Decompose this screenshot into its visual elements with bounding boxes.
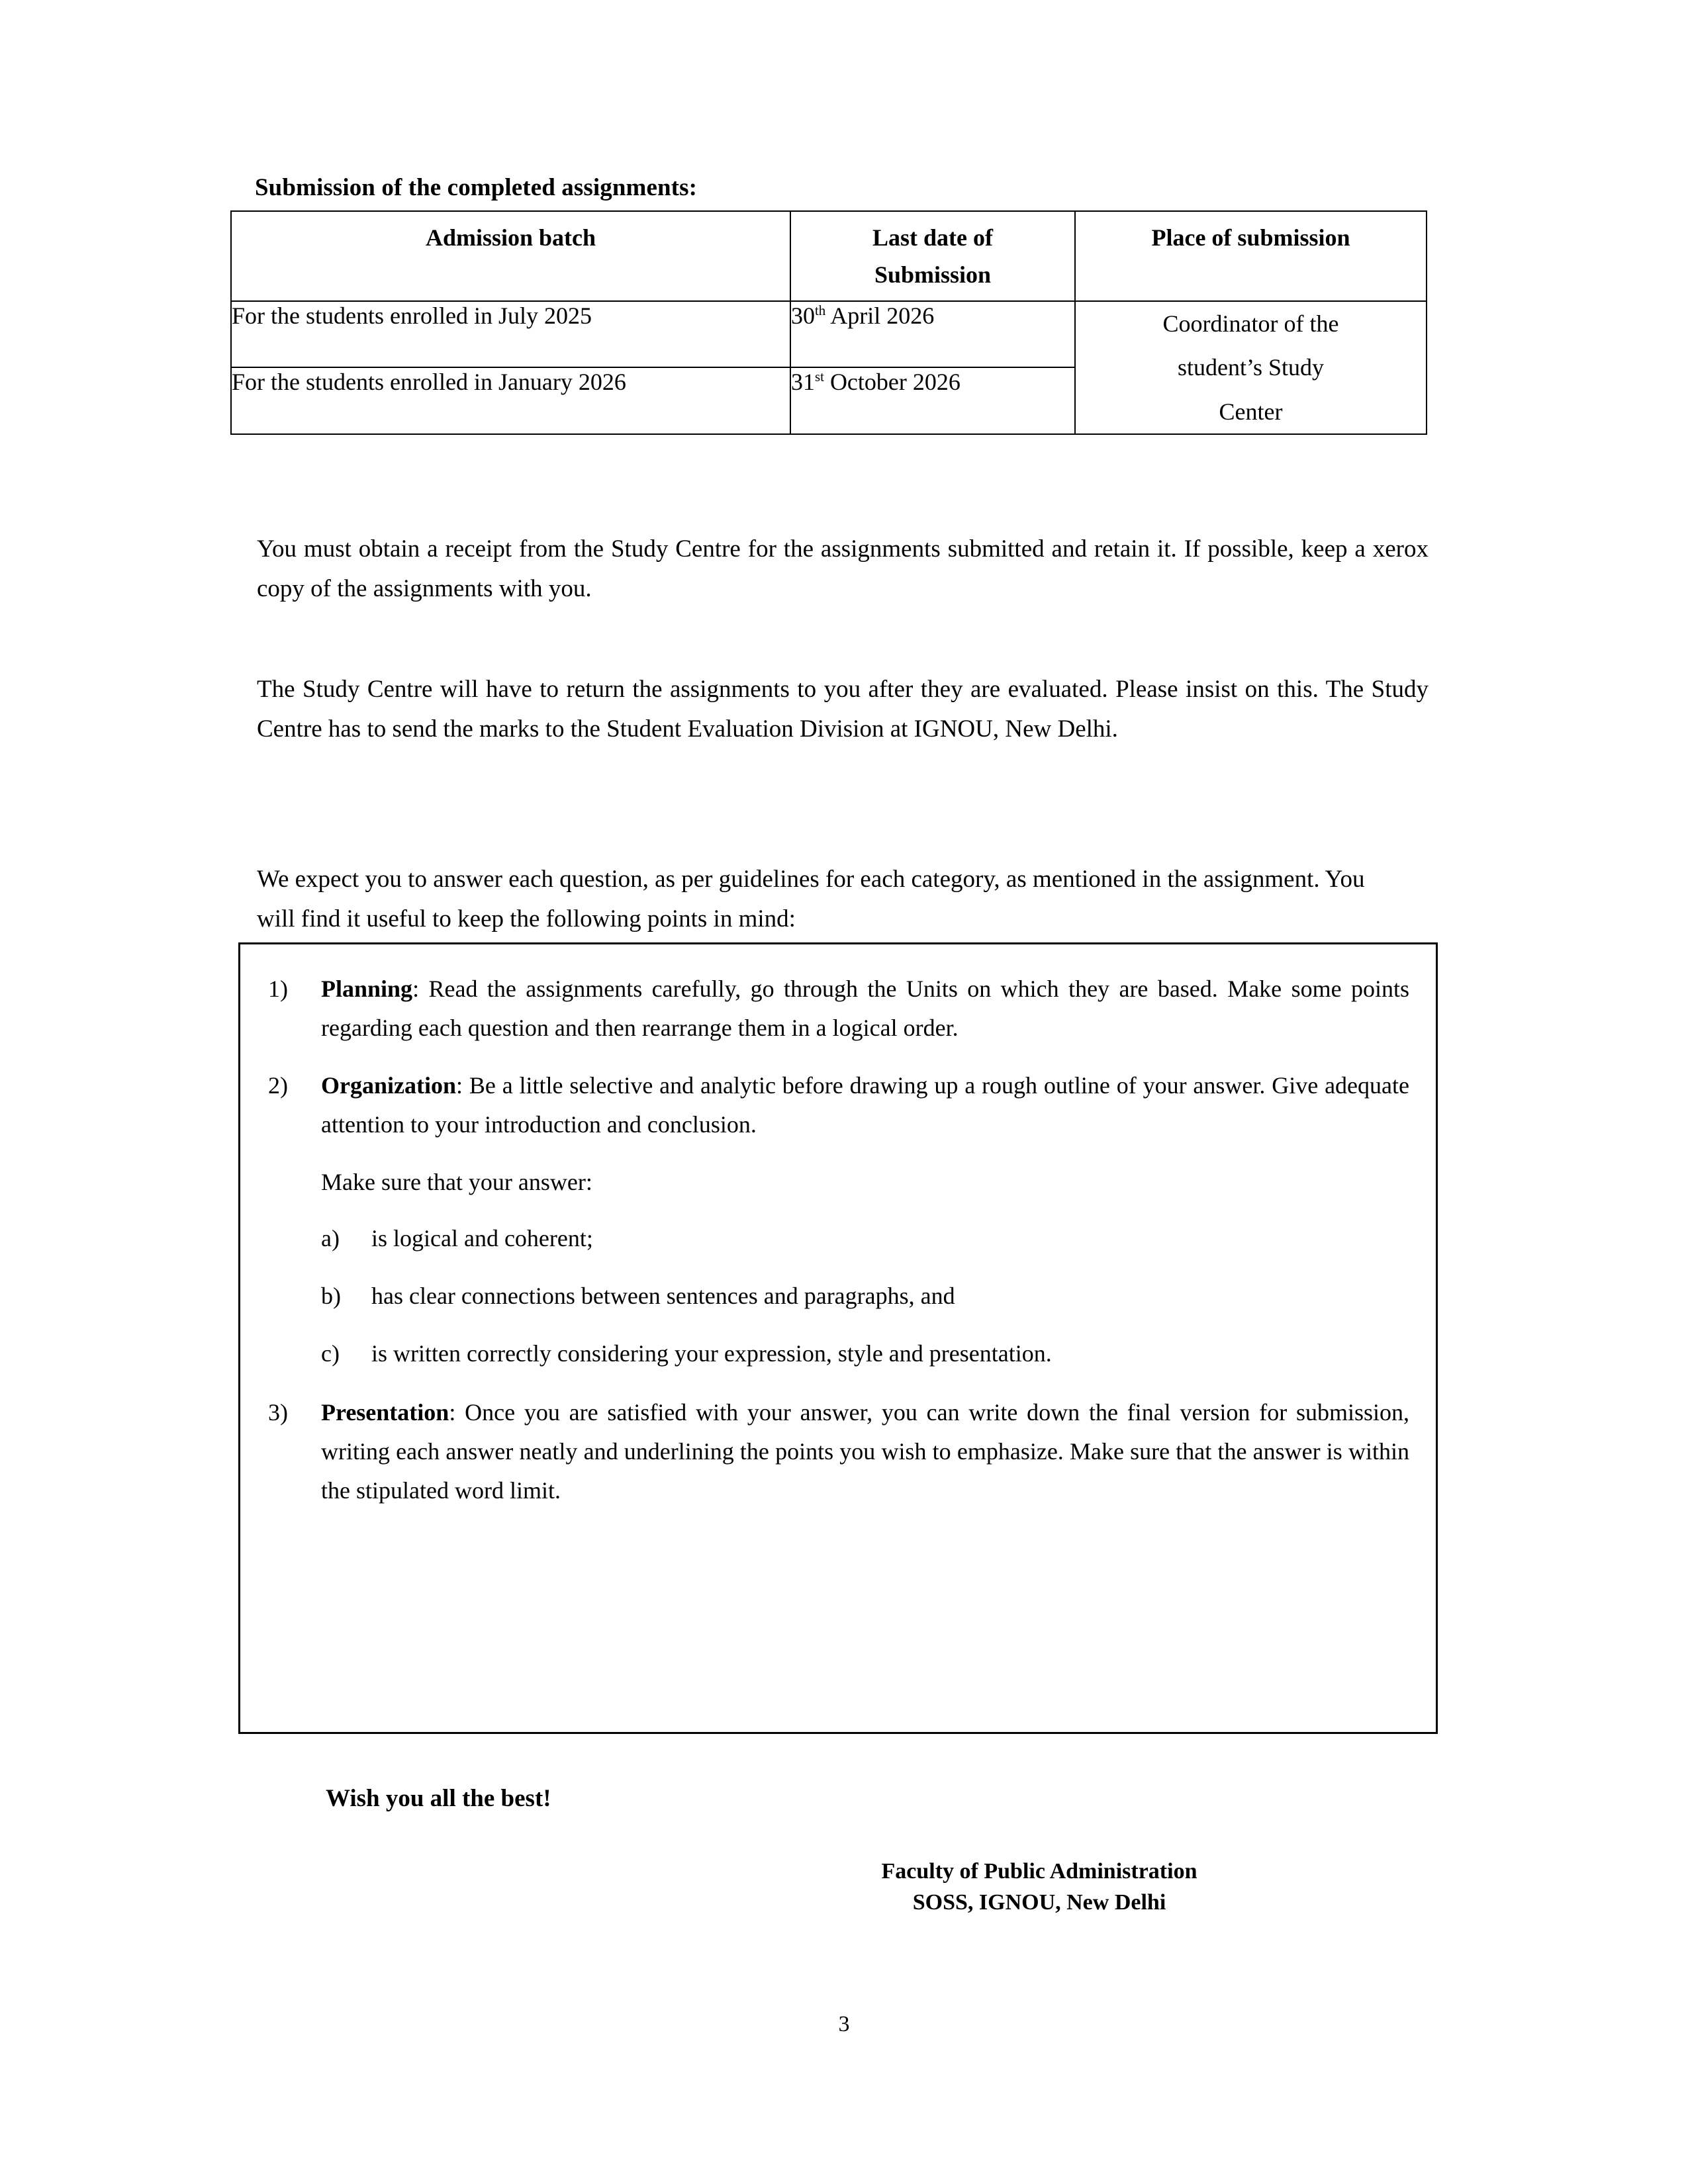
column-header-admission-batch-label: Admission batch	[425, 224, 596, 251]
last-date-number: 31	[791, 369, 815, 396]
place-line-1: Coordinator of the	[1162, 310, 1339, 337]
last-date-ordinal: th	[815, 302, 826, 318]
signoff-institution: SOSS, IGNOU, New Delhi	[912, 1889, 1166, 1915]
column-header-admission-batch	[231, 211, 790, 301]
column-header-place-label: Place of submission	[1151, 224, 1350, 251]
list-item	[267, 1393, 1409, 1510]
list-item	[267, 1277, 1409, 1316]
last-date-number: 30	[791, 302, 815, 329]
closing-wish: Wish you all the best!	[326, 1785, 551, 1812]
list-item-marker: 3)	[268, 1399, 288, 1426]
list-item-text: is written correctly considering your expression, style and presentation.	[371, 1340, 1052, 1367]
list-item	[267, 970, 1409, 1048]
guidance-box	[238, 942, 1438, 1734]
list-item-marker: c)	[321, 1340, 340, 1367]
list-item-marker: 1)	[268, 976, 288, 1002]
signoff-faculty: Faculty of Public Administration	[881, 1859, 1197, 1884]
list-item	[267, 1334, 1409, 1373]
cell-last-date	[790, 301, 1075, 368]
column-header-last-date-line1: Last date of	[872, 224, 993, 251]
list-item-marker: 2)	[268, 1072, 288, 1099]
column-header-last-date-line2: Submission	[874, 261, 992, 288]
list-item-marker: a)	[321, 1225, 340, 1252]
list-item	[267, 1066, 1409, 1144]
page-number: 3	[838, 2012, 850, 2036]
list-item-marker: b)	[321, 1283, 341, 1310]
guidance-numbered-list-continued	[267, 1393, 1409, 1510]
last-date-ordinal: st	[815, 369, 824, 385]
list-item-lead: Planning	[321, 976, 413, 1002]
admission-batch-text: For the students enrolled in January 2026	[232, 369, 626, 396]
list-item-text: : Once you are satisfied with your answer, you can write down the final version for submission, writing each answer neatly and underlining the points you wish to emphasize. Make sure that the answer is within the stipulated word limit.	[321, 1399, 1409, 1504]
paragraph-return-assignments: The Study Centre will have to return the assignments to you after they are evaluated. Please insist on this. The Study Centre has to send the marks to the Student Evaluation Division at IGNOU, New Delhi.	[257, 676, 1429, 743]
column-header-place	[1075, 211, 1427, 301]
last-date-rest: April 2026	[825, 302, 935, 329]
place-line-3: Center	[1219, 398, 1283, 425]
paragraph-receipt: You must obtain a receipt from the Study Centre for the assignments submitted and retain it. If possible, keep a xerox copy of the assignments with you.	[257, 535, 1429, 602]
list-item-text: is logical and coherent;	[371, 1225, 593, 1252]
list-item-lead: Organization	[321, 1072, 456, 1099]
guidance-numbered-list	[267, 970, 1409, 1144]
cell-admission-batch	[231, 367, 790, 434]
guidance-lettered-list	[267, 1219, 1409, 1373]
column-header-last-date	[790, 211, 1075, 301]
paragraph-expectations: We expect you to answer each question, as per guidelines for each category, as mentioned in the assignment. You will find it useful to keep the following points in mind:	[257, 866, 1365, 933]
page-title: Submission of the completed assignments:	[255, 174, 697, 201]
list-item-text: has clear connections between sentences and paragraphs, and	[371, 1283, 955, 1310]
submission-schedule-table	[230, 210, 1427, 435]
cell-admission-batch	[231, 301, 790, 368]
sub-list-intro: Make sure that your answer:	[321, 1169, 592, 1196]
place-line-2: student’s Study	[1177, 354, 1325, 381]
table-header-row	[231, 211, 1427, 301]
cell-place-of-submission	[1075, 301, 1427, 435]
admission-batch-text: For the students enrolled in July 2025	[232, 302, 592, 329]
list-item	[267, 1219, 1409, 1258]
signoff-block	[728, 1856, 1350, 1919]
list-item-text: : Read the assignments carefully, go through the Units on which they are based. Make some points regarding each question and then rearrange them in a logical order.	[321, 976, 1409, 1042]
list-item-lead: Presentation	[321, 1399, 449, 1426]
guidance-box-content	[240, 944, 1436, 1510]
cell-last-date	[790, 367, 1075, 434]
table-row	[231, 301, 1427, 368]
last-date-rest: October 2026	[823, 369, 961, 396]
list-item-text: : Be a little selective and analytic before drawing up a rough outline of your answer. Give adequate attention to your introduction and conclusion.	[321, 1072, 1409, 1138]
